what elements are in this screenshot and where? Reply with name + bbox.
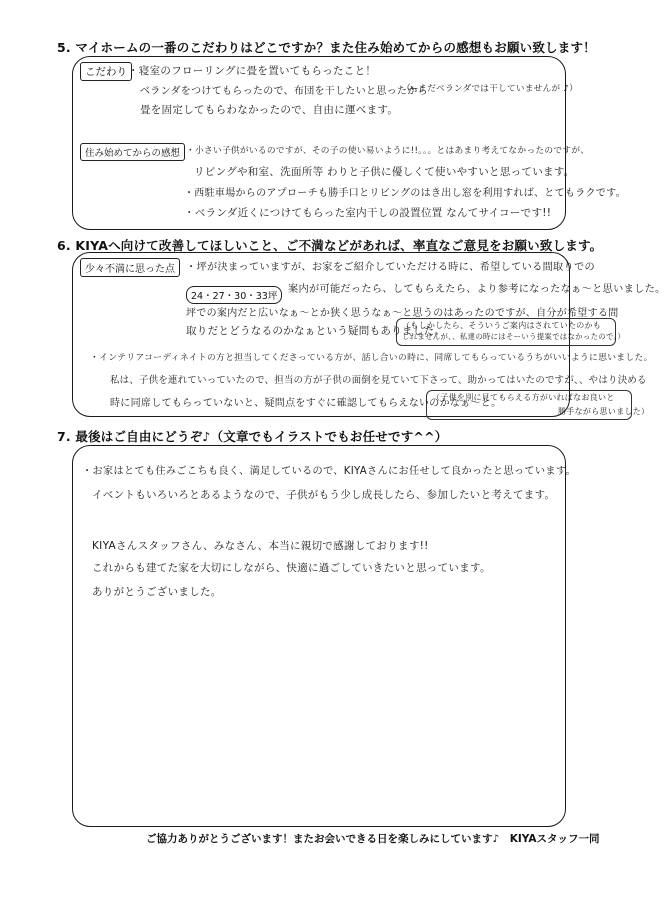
kodawari-line-1: ・寝室のフローリングに畳を置いてもらったこと！ bbox=[128, 65, 377, 77]
tag-fuman: 少々不満に思った点 bbox=[80, 258, 180, 277]
kansou-line-1: ・小さい子供がいるのですが、その子の使い易いように!!。。。とはあまり考えてなかったのですが、 bbox=[186, 146, 590, 156]
free-line-5: ありがとうございました。 bbox=[92, 586, 222, 598]
fuman-note-3: （子供を別に見てもらえる方がいればなお良いと bbox=[432, 393, 615, 402]
kansou-line-4: ・ベランダ近くにつけてもらった室内干しの設置位置 なんてサイコーです!! bbox=[184, 207, 552, 219]
kansou-line-2: リビングや和室、洗面所等 わりと子供に優しくて使いやすいと思っています。 bbox=[194, 166, 575, 178]
footer-thanks: ご協力ありがとうございます！またお会いできる日を楽しみにしています♪ KIYAスタッフ一同 bbox=[146, 833, 600, 845]
kodawari-line-3: （←まだベランダでは干していませんが ♪） bbox=[402, 84, 579, 94]
question-6-title: 6. KIYAへ向けて改善してほしいこと、ご不満などがあれば、率直なご意見をお願い致します。 bbox=[57, 238, 603, 253]
free-line-2: イベントもいろいろとあるようなので、子供がもう少し成長したら、参加したいと考えてます。 bbox=[92, 489, 556, 501]
tag-kodawari: こだわり bbox=[80, 62, 132, 81]
fuman-line-5: ・インテリアコーディネイトの方と担当してくださっている方が、話し合いの時に、同席してもらっているうちがいいように思いました。 bbox=[90, 353, 653, 363]
answer-7-box bbox=[72, 445, 566, 827]
kodawari-line-2: ベランダをつけてもらったので、布団を干したいと思ったから bbox=[140, 86, 428, 97]
fuman-line-1: ・坪が決まっていますが、お家をご紹介していただける時に、希望している間取りでの bbox=[186, 262, 596, 273]
free-line-1: ・お家はとても住みごこちも良く、満足しているので、KIYAさんにお任せして良かったと思っています。 bbox=[82, 466, 576, 477]
fuman-line-2: 案内が可能だったら、してもらえたら、より参考になったなぁ〜と思いました。 bbox=[288, 284, 666, 295]
question-7-title: 7. 最後はご自由にどうぞ♪（文章でもイラストでもお任せです^^） bbox=[57, 429, 448, 444]
fuman-note-4: 勝手ながら思いました） bbox=[558, 407, 650, 416]
free-line-3: KIYAさんスタッフさん、みなさん、本当に親切で感謝しております!! bbox=[92, 540, 429, 552]
fuman-line-4: 取りだとどうなるのかなぁという疑問もありました。 bbox=[186, 325, 446, 337]
fuman-line-7: 時に同席してもらっていないと、疑問点をすぐに確認してもらえないのかなぁ〜と。 bbox=[110, 398, 502, 409]
fuman-note-2: しれませんが、、私達の時にはそーいう提案ではなかったので。） bbox=[402, 332, 626, 341]
tag-kansou: 住み始めてからの感想 bbox=[80, 143, 185, 161]
free-line-4: これからも建てた家を大切にしながら、快適に過ごしていきたいと思っています。 bbox=[92, 562, 491, 574]
fuman-line-6: 私は、子供を連れていっていたので、担当の方が子供の面倒を見ていて下さって、助かってはいたのですが、、やはり決める bbox=[110, 375, 647, 386]
tsubo-options: 24・27・30・33坪 bbox=[186, 286, 282, 304]
fuman-line-3: 坪での案内だと広いなぁ〜とか狭く思うなぁ〜と思うのはあったのですが、自分が希望する間 bbox=[186, 308, 619, 319]
kodawari-line-4: 畳を固定してもらわなかったので、自由に運べます。 bbox=[140, 104, 399, 116]
kansou-line-3: ・西駐車場からのアプローチも勝手口とリビングのはき出し窓を利用すれば、とてもラクです。 bbox=[184, 188, 626, 199]
question-5-title: 5. マイホームの一番のこだわりはどこですか？また住み始めてからの感想もお願い致します！ bbox=[57, 40, 596, 55]
fuman-note-1: （もしかしたら、そういうご案内はされていたのかも bbox=[402, 321, 602, 330]
